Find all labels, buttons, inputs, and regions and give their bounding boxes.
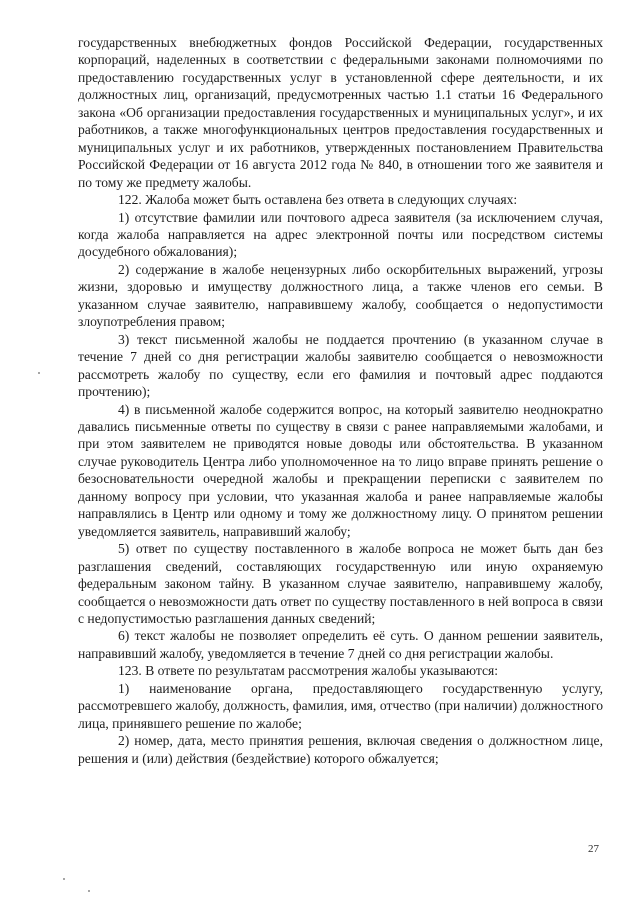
paragraph-122-item-1: 1) отсутствие фамилии или почтового адреса заявителя (за исключением случая, когда жалоба направляется на адрес электронной почты или посредством системы досудебного обжалования); [78, 209, 603, 260]
scan-speck [88, 890, 90, 892]
paragraph-122-item-3: 3) текст письменной жалобы не поддается прочтению (в указанном случае в течение 7 дней со дня регистрации жалобы заявителю сообщается о невозможности рассмотреть жалобу по существу, если его фамилия и почтовый адрес поддаются прочтению); [78, 331, 603, 400]
paragraph-123-item-1: 1) наименование органа, предоставляющего государственную услугу, рассмотревшего жалобу, должность, фамилия, имя, отчество (при наличии) должностного лица, принявшего решение по жалобе; [78, 680, 603, 731]
paragraph-122-item-6: 6) текст жалобы не позволяет определить её суть. О данном решении заявитель, направивший жалобу, уведомляется в течение 7 дней со дня регистрации жалобы. [78, 628, 603, 661]
paragraph-123-item-2: 2) номер, дата, место принятия решения, включая сведения о должностном лице, решения и (или) действия (бездействие) которого обжалуется; [78, 733, 603, 766]
paragraph-122-heading: 122. Жалоба может быть оставлена без ответа в следующих случаях: [118, 192, 518, 208]
paragraph-122-item-4: 4) в письменной жалобе содержится вопрос, на который заявителю неоднократно давались письменные ответы по существу в связи с ранее направляемыми жалобами, и при этом заявителем не приводятся новые доводы или обстоятельства. В указанном случае руководитель Центра либо уполномоченное на то лицо вправе принять решение о безосновательности очередной жалобы и прекращении переписки с заявителем по данному вопросу при условии, что указанная жалоба и ранее направляемые жалобы направлялись в Центр или одному и тому же должностному лицу. О принятом решении уведомляется заявитель, направивший жалобу; [78, 401, 603, 539]
page-number: 27 [588, 843, 599, 855]
paragraph-123-heading: 123. В ответе по результатам рассмотрения жалобы указываются: [118, 663, 499, 679]
paragraph-continuation: государственных внебюджетных фондов Российской Федерации, государственных корпораций, наделенных в соответствии с федеральными законами полномочиями по предоставлению государственных услуг в установленной сфере деятельности, и их должностных лиц, организаций, предусмотренных частью 1.1 статьи 16 Федерального закона «Об организации предоставления государственных и муниципальных услуг», и их работников, а также многофункциональных центров предоставления государственных и муниципальных услуг и их работников, утвержденных постановлением Правительства Российской Федерации от 16 августа 2012 года № 840, в отношении того же заявителя и по тому же предмету жалобы. [78, 35, 603, 190]
document-body [78, 34, 603, 767]
paragraph-122-item-5: 5) ответ по существу поставленного в жалобе вопроса не может быть дан без разглашения сведений, составляющих государственную или иную охраняемую федеральным законом тайну. В указанном случае заявителю, направившему жалобу, сообщается о невозможности дать ответ по существу поставленного в ней вопроса в связи с недопустимостью разглашения данных сведений; [78, 541, 603, 626]
paragraph-122-item-2: 2) содержание в жалобе нецензурных либо оскорбительных выражений, угрозы жизни, здоровью и имуществу должностного лица, а также членов его семьи. В указанном случае заявителю, направившему жалобу, сообщается о недопустимости злоупотребления правом; [78, 261, 603, 330]
scan-speck [63, 878, 65, 880]
scan-speck [38, 372, 40, 374]
